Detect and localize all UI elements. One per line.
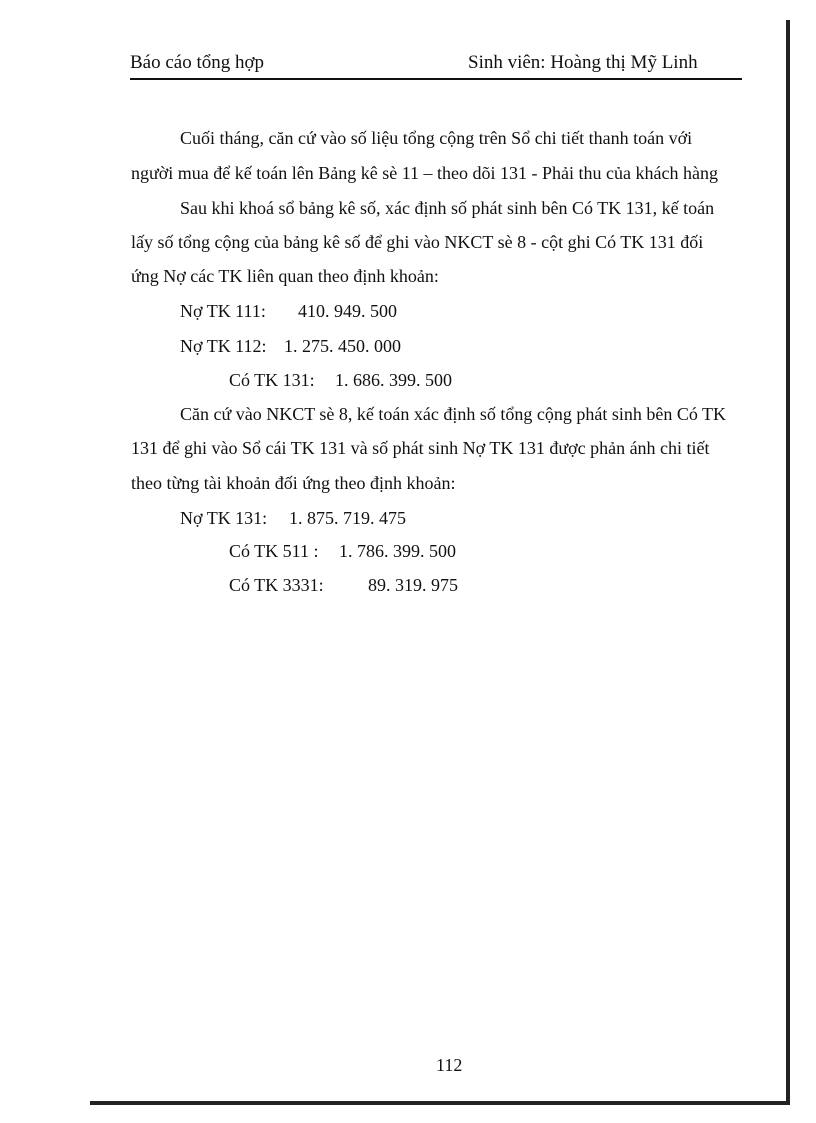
paragraph-3-line-3: theo từng tài khoản đối ứng theo định khoản: — [131, 473, 456, 493]
entry-amount: 1. 786. 399. 500 — [339, 541, 456, 561]
paragraph-2-line-2: lấy số tổng cộng của bảng kê số để ghi vào NKCT sè 8 - cột ghi Có TK 131 đối — [131, 232, 704, 252]
paragraph-2-line-3: ứng Nợ các TK liên quan theo định khoản: — [131, 266, 439, 286]
entry-debit-112 — [180, 336, 401, 357]
entry-label: Có TK 3331: — [229, 575, 324, 595]
entry-debit-131 — [180, 508, 406, 529]
entry-amount: 1. 275. 450. 000 — [284, 336, 401, 356]
page-header — [130, 50, 742, 80]
entry-credit-3331 — [229, 575, 458, 596]
entry-amount: 410. 949. 500 — [298, 301, 397, 321]
paragraph-3-line-1: Căn cứ vào NKCT sè 8, kế toán xác định số tổng cộng phát sinh bên Có TK — [180, 404, 727, 424]
paragraph-1-line-1: Cuối tháng, căn cứ vào số liệu tổng cộng trên Sổ chi tiết thanh toán với — [180, 128, 693, 148]
entry-label: Có TK 511 : — [229, 541, 319, 561]
entry-amount: 1. 875. 719. 475 — [289, 508, 406, 528]
header-report-title: Báo cáo tổng hợp — [130, 52, 265, 73]
entry-credit-131 — [229, 370, 452, 391]
entry-label: Nợ TK 111: — [180, 301, 266, 321]
header-student-name: Sinh viên: Hoàng thị Mỹ Linh — [468, 52, 698, 73]
entry-label: Nợ TK 131: — [180, 508, 268, 528]
paragraph-3-line-2: 131 để ghi vào Sổ cái TK 131 và số phát sinh Nợ TK 131 được phản ánh chi tiết — [131, 438, 710, 458]
paragraph-1-line-2: người mua để kế toán lên Bảng kê sè 11 – theo dõi 131 - Phải thu của khách hàng — [131, 163, 718, 183]
paragraph-2-line-1: Sau khi khoá sổ bảng kê số, xác định số phát sinh bên Có TK 131, kế toán — [180, 198, 715, 218]
entry-credit-511 — [229, 541, 456, 562]
entry-label: Nợ TK 112: — [180, 336, 267, 356]
entry-amount: 89. 319. 975 — [368, 575, 458, 595]
entry-debit-111 — [180, 301, 397, 322]
entry-amount: 1. 686. 399. 500 — [335, 370, 452, 390]
entry-label: Có TK 131: — [229, 370, 315, 390]
page-number: 112 — [436, 1055, 463, 1075]
